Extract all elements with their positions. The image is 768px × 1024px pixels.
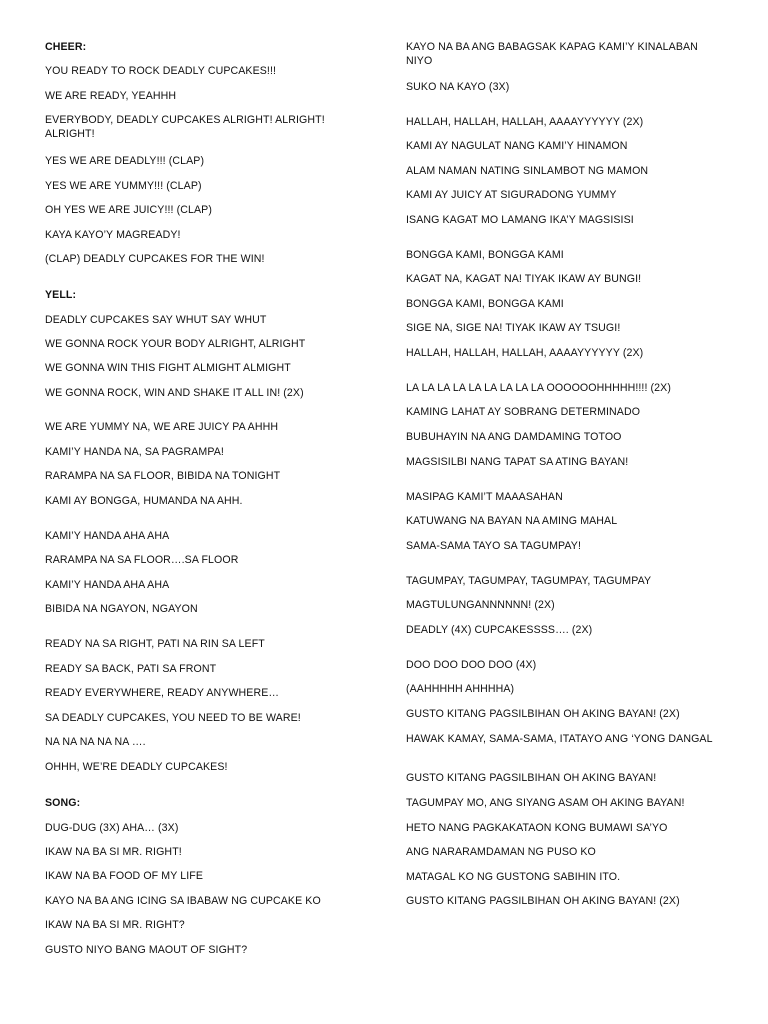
lyric-line: HAWAK KAMAY, SAMA-SAMA, ITATAYO ANG ‘YONG DANGAL: [406, 733, 713, 745]
lyric-line: ISANG KAGAT MO LAMANG IKA’Y MAGSISISI: [406, 214, 634, 226]
lyric-line: GUSTO NIYO BANG MAOUT OF SIGHT?: [45, 944, 248, 956]
lyric-line: DOO DOO DOO DOO (4X): [406, 659, 537, 671]
section-heading: CHEER:: [45, 41, 87, 53]
lyric-line: ANG NARARAMDAMAN NG PUSO KO: [406, 846, 596, 858]
lyric-line: HETO NANG PAGKAKATAON KONG BUMAWI SA’YO: [406, 822, 668, 834]
lyric-line: NA NA NA NA NA ….: [45, 736, 146, 748]
lyric-line: RARAMPA NA SA FLOOR….SA FLOOR: [45, 554, 239, 566]
lyric-line: (AAHHHHH AHHHHA): [406, 683, 515, 695]
lyric-line: IKAW NA BA FOOD OF MY LIFE: [45, 870, 204, 882]
lyric-line: SAMA-SAMA TAYO SA TAGUMPAY!: [406, 540, 581, 552]
lyric-line: READY SA BACK, PATI SA FRONT: [45, 663, 217, 675]
lyric-line: SUKO NA KAYO (3X): [406, 81, 510, 93]
lyric-line: WE ARE YUMMY NA, WE ARE JUICY PA AHHH: [45, 421, 279, 433]
lyric-line: DUG-DUG (3X) AHA… (3X): [45, 822, 179, 834]
lyric-line: BONGGA KAMI, BONGGA KAMI: [406, 249, 564, 261]
lyric-line: KATUWANG NA BAYAN NA AMING MAHAL: [406, 515, 618, 527]
lyric-line: YES WE ARE YUMMY!!! (CLAP): [45, 180, 202, 192]
lyric-line: HALLAH, HALLAH, HALLAH, AAAAYYYYYY (2X): [406, 116, 644, 128]
lyric-line: BIBIDA NA NGAYON, NGAYON: [45, 603, 198, 615]
lyric-line: GUSTO KITANG PAGSILBIHAN OH AKING BAYAN!: [406, 772, 657, 784]
lyric-line: (CLAP) DEADLY CUPCAKES FOR THE WIN!: [45, 253, 265, 265]
lyric-line: MAGSISILBI NANG TAPAT SA ATING BAYAN!: [406, 456, 629, 468]
lyric-line: DEADLY CUPCAKES SAY WHUT SAY WHUT: [45, 314, 267, 326]
lyric-line: KAMI’Y HANDA AHA AHA: [45, 530, 170, 542]
lyric-line: OHHH, WE’RE DEADLY CUPCAKES!: [45, 761, 228, 773]
lyric-line: IKAW NA BA SI MR. RIGHT!: [45, 846, 182, 858]
lyric-line: GUSTO KITANG PAGSILBIHAN OH AKING BAYAN! (2X): [406, 895, 680, 907]
lyric-line: WE GONNA WIN THIS FIGHT ALMIGHT ALMIGHT: [45, 362, 291, 374]
lyric-line: DEADLY (4X) CUPCAKESSSS…. (2X): [406, 624, 593, 636]
section-heading: SONG:: [45, 797, 81, 809]
lyric-line: EVERYBODY, DEADLY CUPCAKES ALRIGHT! ALRIGHT! ALRIGHT!: [45, 114, 325, 140]
lyric-line: SA DEADLY CUPCAKES, YOU NEED TO BE WARE!: [45, 712, 301, 724]
lyric-line: READY NA SA RIGHT, PATI NA RIN SA LEFT: [45, 638, 265, 650]
lyric-line: YES WE ARE DEADLY!!! (CLAP): [45, 155, 205, 167]
lyric-line: KAMI’Y HANDA AHA AHA: [45, 579, 170, 591]
lyric-line: RARAMPA NA SA FLOOR, BIBIDA NA TONIGHT: [45, 470, 281, 482]
lyric-line: KAYO NA BA ANG BABAGSAK KAPAG KAMI’Y KINALABAN NIYO: [406, 41, 698, 67]
lyric-line: YOU READY TO ROCK DEADLY CUPCAKES!!!: [45, 65, 277, 77]
lyric-line: SIGE NA, SIGE NA! TIYAK IKAW AY TSUGI!: [406, 322, 621, 334]
lyric-line: OH YES WE ARE JUICY!!! (CLAP): [45, 204, 212, 216]
lyric-line: WE GONNA ROCK YOUR BODY ALRIGHT, ALRIGHT: [45, 338, 306, 350]
lyric-line: KAMING LAHAT AY SOBRANG DETERMINADO: [406, 406, 641, 418]
lyric-line: GUSTO KITANG PAGSILBIHAN OH AKING BAYAN! (2X): [406, 708, 680, 720]
lyric-line: WE ARE READY, YEAHHH: [45, 90, 177, 102]
lyric-line: KAMI AY JUICY AT SIGURADONG YUMMY: [406, 189, 617, 201]
lyric-line: KAYO NA BA ANG ICING SA IBABAW NG CUPCAKE KO: [45, 895, 321, 907]
lyric-line: BUBUHAYIN NA ANG DAMDAMING TOTOO: [406, 431, 622, 443]
lyric-line: MASIPAG KAMI’T MAAASAHAN: [406, 491, 563, 503]
lyric-line: MATAGAL KO NG GUSTONG SABIHIN ITO.: [406, 871, 621, 883]
lyric-line: IKAW NA BA SI MR. RIGHT?: [45, 919, 185, 931]
lyric-line: LA LA LA LA LA LA LA LA LA OOOOOOHHHHH!!!! (2X): [406, 382, 671, 394]
lyric-line: BONGGA KAMI, BONGGA KAMI: [406, 298, 564, 310]
lyric-line: TAGUMPAY MO, ANG SIYANG ASAM OH AKING BAYAN!: [406, 797, 685, 809]
lyric-line: WE GONNA ROCK, WIN AND SHAKE IT ALL IN! (2X): [45, 387, 304, 399]
lyric-line: READY EVERYWHERE, READY ANYWHERE…: [45, 687, 280, 699]
section-heading: YELL:: [45, 289, 77, 301]
lyric-line: ALAM NAMAN NATING SINLAMBOT NG MAMON: [406, 165, 649, 177]
lyric-line: KAMI AY NAGULAT NANG KAMI’Y HINAMON: [406, 140, 628, 152]
lyric-line: TAGUMPAY, TAGUMPAY, TAGUMPAY, TAGUMPAY: [406, 575, 652, 587]
lyric-line: KAMI’Y HANDA NA, SA PAGRAMPA!: [45, 446, 224, 458]
lyric-line: KAYA KAYO’Y MAGREADY!: [45, 229, 181, 241]
lyric-line: MAGTULUNGANNNNNN! (2X): [406, 599, 555, 611]
lyric-line: KAMI AY BONGGA, HUMANDA NA AHH.: [45, 495, 243, 507]
lyric-line: HALLAH, HALLAH, HALLAH, AAAAYYYYYY (2X): [406, 347, 644, 359]
lyric-line: KAGAT NA, KAGAT NA! TIYAK IKAW AY BUNGI!: [406, 273, 642, 285]
